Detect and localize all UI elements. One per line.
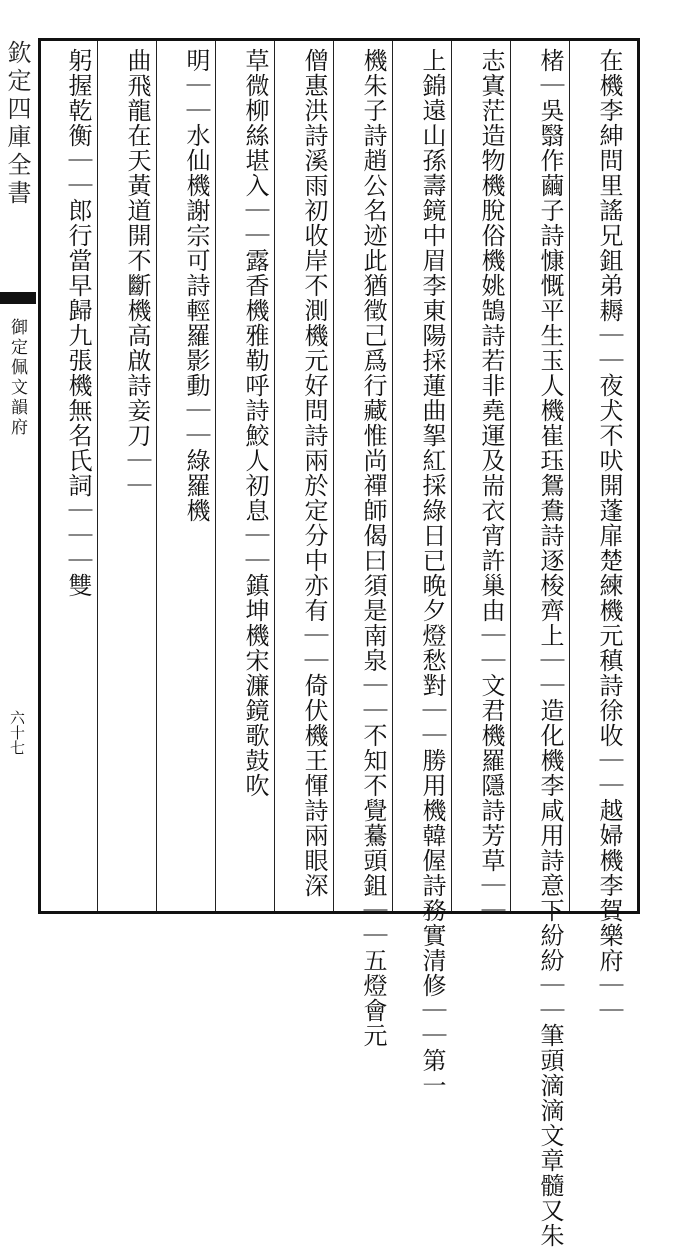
column-4-head: 上錦遠山孫壽鏡中眉李東陽採蓮曲挐紅採綠日已晚夕燈愁對｜｜: [418, 48, 446, 748]
column-2-tail: 造化機李咸用詩意下紛紛｜｜筆頭滴滴文章髓又朱: [536, 698, 564, 1248]
margin-fishtail-band: [0, 292, 36, 304]
column-2-head: 楮｜吳翳作繭子詩慷慨平生玉人機崔珏鴛鴦詩逐梭齊上｜｜: [536, 48, 564, 698]
text-column-2: [529, 48, 571, 1248]
column-3-tail: 文君機羅隱詩芳草｜｜: [477, 673, 505, 923]
column-5-head: 機朱子詩趙公名迹此猶徵己爲行藏惟尚禪師偈曰須是南泉｜｜: [359, 48, 387, 723]
column-1-head: 在機李紳問里謠兄鉏弟耨｜｜夜犬不吠開蓬扉: [595, 48, 623, 548]
column-9-head: 曲飛龍在天黃道開不斷機高啟詩妾刀｜｜: [123, 48, 151, 498]
column-3-head: 志寘茫造物機脫俗機姚鵠詩若非堯運及耑衣宵許巢由｜｜: [477, 48, 505, 673]
text-column-10: [57, 48, 99, 908]
column-5-tail: 不知不覺驀頭鉏｜｜五燈會元: [359, 723, 387, 1048]
text-column-9: [116, 48, 158, 908]
margin-book-title: 欽定四庫全書: [3, 40, 31, 208]
column-8-tail: 綠羅機: [182, 448, 210, 523]
column-7-tail: 鎮坤機宋濂鏡歌鼓吹: [241, 573, 269, 798]
text-column-6: [293, 48, 335, 908]
margin-page-number: 六十七: [8, 710, 26, 755]
column-4-tail: 勝用機韓偓詩務實清修｜｜第一: [418, 748, 446, 1098]
column-10-tail: ｜｜｜雙: [64, 498, 92, 598]
text-column-5: [352, 48, 394, 1048]
text-column-4: [411, 48, 453, 1098]
text-column-1: [588, 48, 630, 1023]
column-7-head: 草微柳絲堪入｜｜露香機雅勒呼詩鮫人初息｜｜: [241, 48, 269, 573]
text-column-3: [470, 48, 512, 923]
column-8-head: 明｜｜水仙機謝宗可詩輕羅影動｜｜: [182, 48, 210, 448]
column-1-tail: 楚練機元稹詩徐收｜｜越婦機李賀樂府｜｜: [595, 548, 623, 1023]
text-column-7: [234, 48, 276, 908]
column-10-head: 躬握乾衡｜｜郎行當早歸九張機無名氏詞: [64, 48, 92, 498]
column-6-head: 僧惠洪詩溪雨初收岸不測機元好問詩兩於定分中亦有｜｜: [300, 48, 328, 673]
text-column-8: [175, 48, 217, 908]
margin-source-title: 御定佩文韻府: [7, 318, 27, 438]
column-6-tail: 倚伏機王惲詩兩眼深: [300, 673, 328, 898]
